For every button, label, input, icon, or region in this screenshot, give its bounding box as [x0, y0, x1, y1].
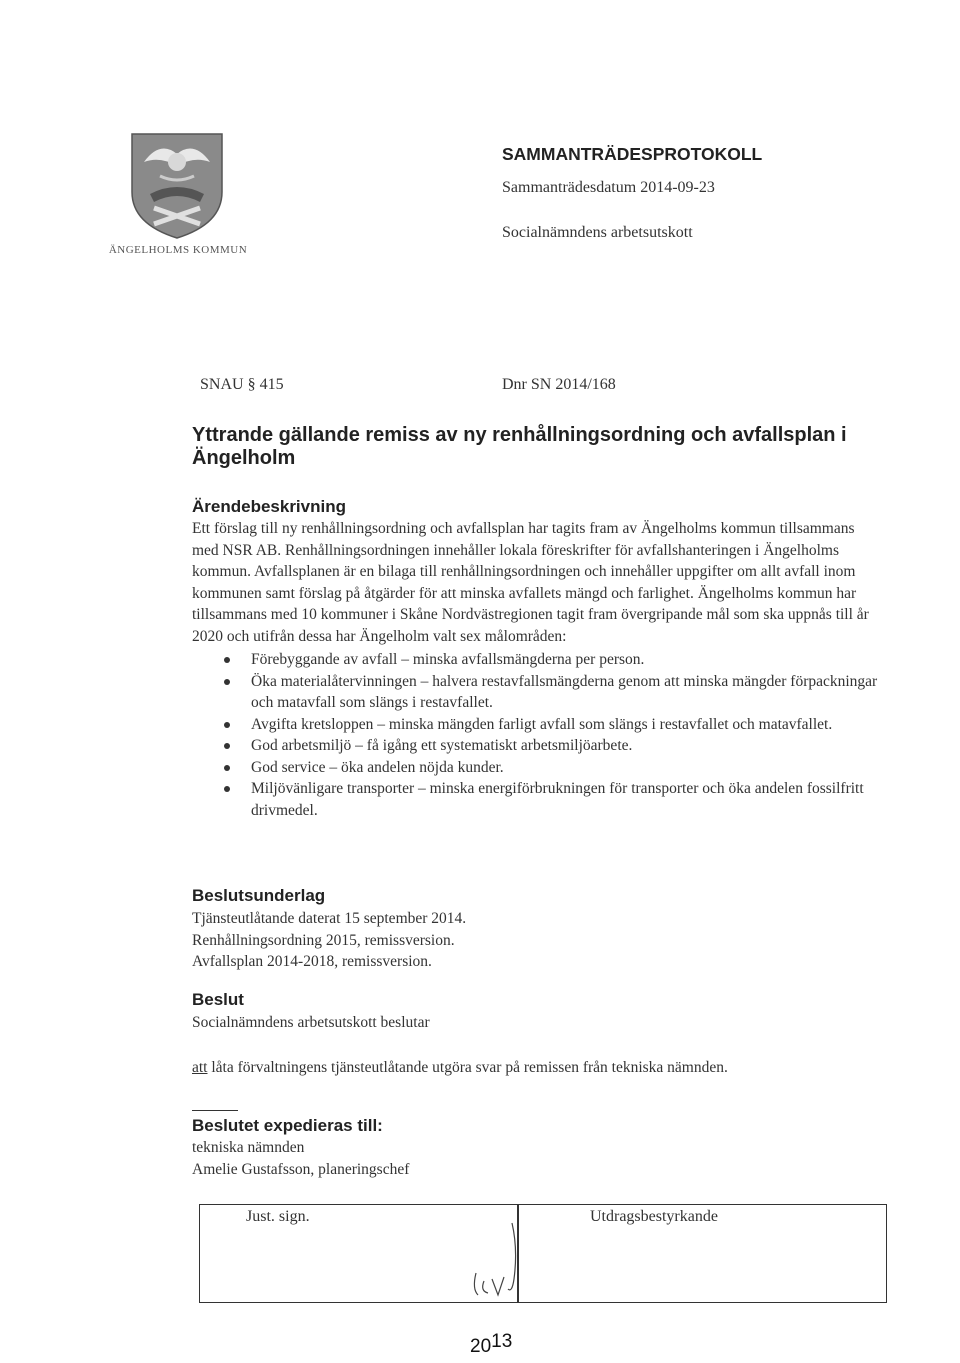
dispatch-section	[192, 1116, 882, 1180]
bullet-icon	[224, 657, 230, 663]
decision-intro: Socialnämndens arbetsutskott beslutar	[192, 1014, 430, 1031]
case-description-section	[192, 497, 882, 821]
page-number: $20^{13}$	[470, 1331, 513, 1357]
bullet-icon	[224, 679, 230, 685]
bullet-icon	[224, 722, 230, 728]
dispatch-heading: Beslutet expedieras till:	[192, 1116, 383, 1135]
goal-item: God service – öka andelen nöjda kunder.	[192, 757, 882, 779]
municipality-name: ÄNGELHOLMS KOMMUN	[108, 244, 248, 256]
decision-text: att låta förvaltningens tjänsteutlåtande utgöra svar på remissen från tekniska nämnden.	[192, 1058, 728, 1076]
justification-signature-label: Just. sign.	[246, 1208, 310, 1225]
decision-heading: Beslut	[192, 990, 244, 1009]
case-description-body: Ett förslag till ny renhållningsordning och avfallsplan har tagits fram av Ängelholms kommun tillsammans med NSR AB. Renhållningsordningen innehåller lokala föreskrifter för avfallshanteringen i Ängelholms kommun. Avfallsplanen är en bilaga till renhållningsordningen och innehåller uppgifter om allt avfall inom kommunen samt förslag på åtgärder för att minska avfallets mängd och farlighet. Ängelholms kommun har tillsammans med 10 kommuner i Skåne Nordvästregionen tagit fram övergripande mål som ska uppnås till år 2020 och utifrån dessa har Ängelholm valt sex målområden:	[192, 520, 869, 645]
meeting-date: Sammanträdesdatum 2014-09-23	[502, 179, 715, 196]
divider	[192, 1110, 238, 1111]
extract-certification-label: Utdragsbestyrkande	[590, 1208, 718, 1225]
att-keyword: att	[192, 1058, 208, 1076]
decision-basis-item: Tjänsteutlåtande daterat 15 september 2014.	[192, 910, 467, 927]
goal-item: God arbetsmiljö – få igång ett systematiskt arbetsmiljöarbete.	[192, 735, 882, 757]
goal-item: Öka materialåtervinningen – halvera restavfallsmängderna genom att minska mängder förpackningar och matavfall som slängs i restavfallet.	[192, 671, 882, 714]
document-title: Yttrande gällande remiss av ny renhållningsordning och avfallsplan i Ängelholm	[192, 424, 847, 469]
decision-section	[192, 990, 882, 1078]
goal-list	[192, 649, 882, 821]
bullet-icon	[224, 765, 230, 771]
case-description-heading: Ärendebeskrivning	[192, 497, 346, 516]
committee-name: Socialnämndens arbetsutskott	[502, 224, 693, 241]
municipality-logo	[130, 132, 224, 240]
bullet-icon	[224, 743, 230, 749]
goal-item: Avgifta kretsloppen – minska mängden farligt avfall som slängs i restavfallet och matavfallet.	[192, 714, 882, 736]
goal-item: Miljövänligare transporter – minska energiförbrukningen för transporter och öka andelen fossilfritt drivmedel.	[192, 778, 882, 821]
decision-basis-item: Avfallsplan 2014-2018, remissversion.	[192, 953, 432, 970]
paragraph-number: SNAU § 415	[200, 376, 284, 393]
signature-box	[199, 1204, 887, 1303]
bullet-icon	[224, 786, 230, 792]
protocol-title: SAMMANTRÄDESPROTOKOLL	[502, 144, 763, 164]
decision-basis-section	[192, 886, 882, 973]
diary-number: Dnr SN 2014/168	[502, 376, 616, 393]
decision-basis-item: Renhållningsordning 2015, remissversion.	[192, 931, 455, 949]
dispatch-recipient: tekniska nämnden	[192, 1139, 305, 1156]
goal-item: Förebyggande av avfall – minska avfallsmängderna per person.	[192, 649, 882, 671]
dispatch-recipient: Amelie Gustafsson, planeringschef	[192, 1160, 410, 1178]
handwritten-signature	[462, 1219, 532, 1301]
decision-basis-heading: Beslutsunderlag	[192, 886, 326, 905]
